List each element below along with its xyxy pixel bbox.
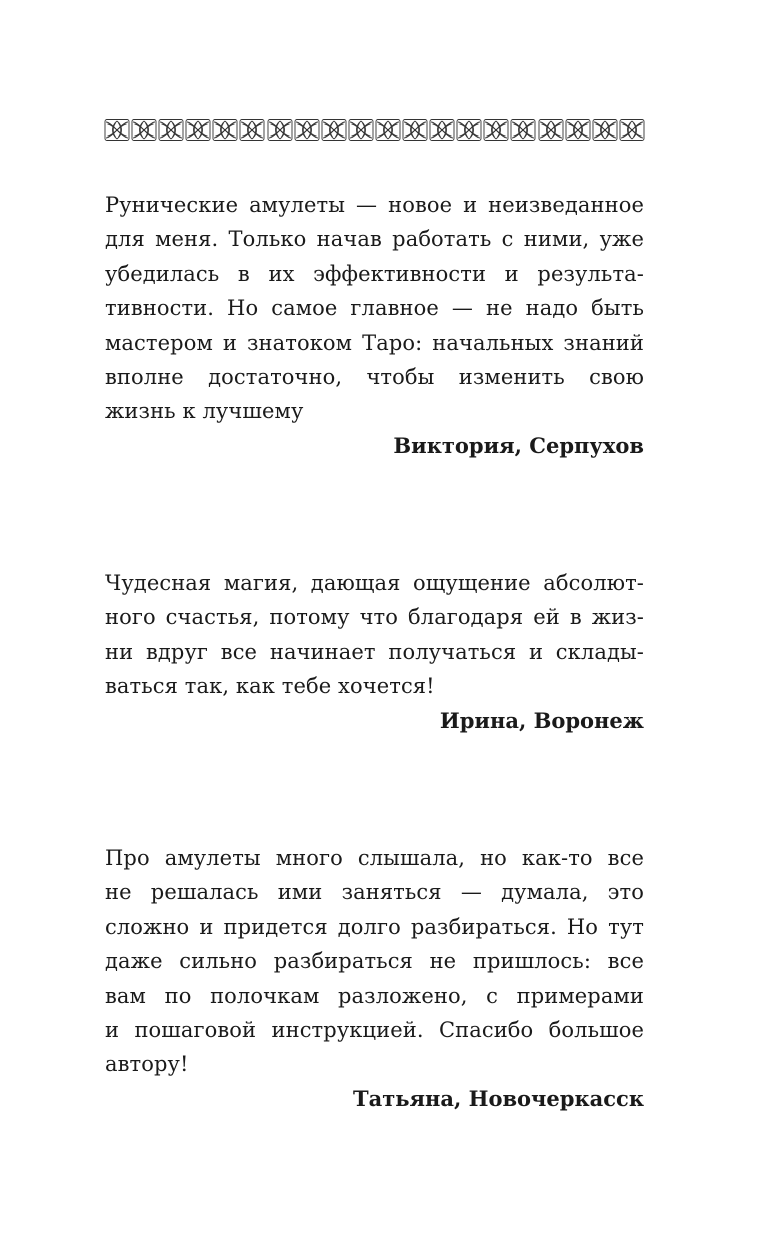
review-1 bbox=[105, 188, 644, 463]
celtic-knot-icon bbox=[131, 118, 157, 142]
review-line: мастером и знатоком Таро: начальных знаний bbox=[105, 330, 644, 355]
celtic-knot-icon bbox=[212, 118, 238, 142]
celtic-knot-icon bbox=[402, 118, 428, 142]
review-text bbox=[105, 566, 644, 704]
review-line: и пошаговой инструкцией. Спасибо большое bbox=[105, 1017, 644, 1042]
review-line: не решалась ими заняться — думала, это bbox=[105, 880, 644, 905]
review-line: ни вдруг все начинает получаться и склады- bbox=[105, 639, 644, 664]
review-line: Рунические амулеты — новое и неизведанное bbox=[105, 193, 644, 217]
review-line: ного счастья, потому что благодаря ей в жиз- bbox=[105, 605, 644, 630]
review-line: даже сильно разбираться не пришлось: все bbox=[105, 949, 644, 974]
celtic-knot-icon bbox=[619, 118, 645, 142]
celtic-knot-icon bbox=[104, 118, 130, 142]
review-author: Виктория, Серпухов bbox=[393, 432, 644, 458]
review-line: тивности. Но самое главное — не надо быть bbox=[105, 296, 644, 321]
celtic-knot-icon bbox=[267, 118, 293, 142]
celtic-knot-icon bbox=[239, 118, 265, 142]
review-line: жизнь к лучшему bbox=[105, 399, 304, 424]
celtic-knot-icon bbox=[538, 118, 564, 142]
celtic-knot-icon bbox=[375, 118, 401, 142]
review-text bbox=[105, 841, 644, 1082]
celtic-knot-icon bbox=[294, 118, 320, 142]
celtic-knot-icon bbox=[158, 118, 184, 142]
review-2 bbox=[105, 566, 644, 738]
celtic-knot-icon bbox=[429, 118, 455, 142]
celtic-knot-icon bbox=[565, 118, 591, 142]
review-line: убедилась в их эффективности и результа- bbox=[105, 261, 644, 286]
celtic-knot-icon bbox=[483, 118, 509, 142]
celtic-knot-icon bbox=[510, 118, 536, 142]
review-line: сложно и придется долго разбираться. Но тут bbox=[105, 914, 644, 939]
review-text bbox=[105, 188, 644, 429]
review-line: вам по полочкам разложено, с примерами bbox=[105, 983, 644, 1008]
review-line: автору! bbox=[105, 1052, 189, 1077]
celtic-knot-icon bbox=[185, 118, 211, 142]
review-3 bbox=[105, 841, 644, 1116]
celtic-knot-icon bbox=[592, 118, 618, 142]
review-line: ваться так, как тебе хочется! bbox=[105, 674, 435, 699]
review-line: Чудесная магия, дающая ощущение абсолют- bbox=[105, 571, 644, 595]
celtic-knot-border bbox=[104, 118, 645, 142]
review-line: Про амулеты много слышала, но как-то все bbox=[105, 846, 644, 870]
celtic-knot-icon bbox=[348, 118, 374, 142]
review-line: для меня. Только начав работать с ними, уже bbox=[105, 227, 644, 252]
celtic-knot-icon bbox=[456, 118, 482, 142]
review-author: Ирина, Воронеж bbox=[439, 707, 644, 733]
review-author: Татьяна, Новочеркасск bbox=[353, 1085, 644, 1111]
review-line: вполне достаточно, чтобы изменить свою bbox=[105, 364, 644, 389]
celtic-knot-icon bbox=[321, 118, 347, 142]
